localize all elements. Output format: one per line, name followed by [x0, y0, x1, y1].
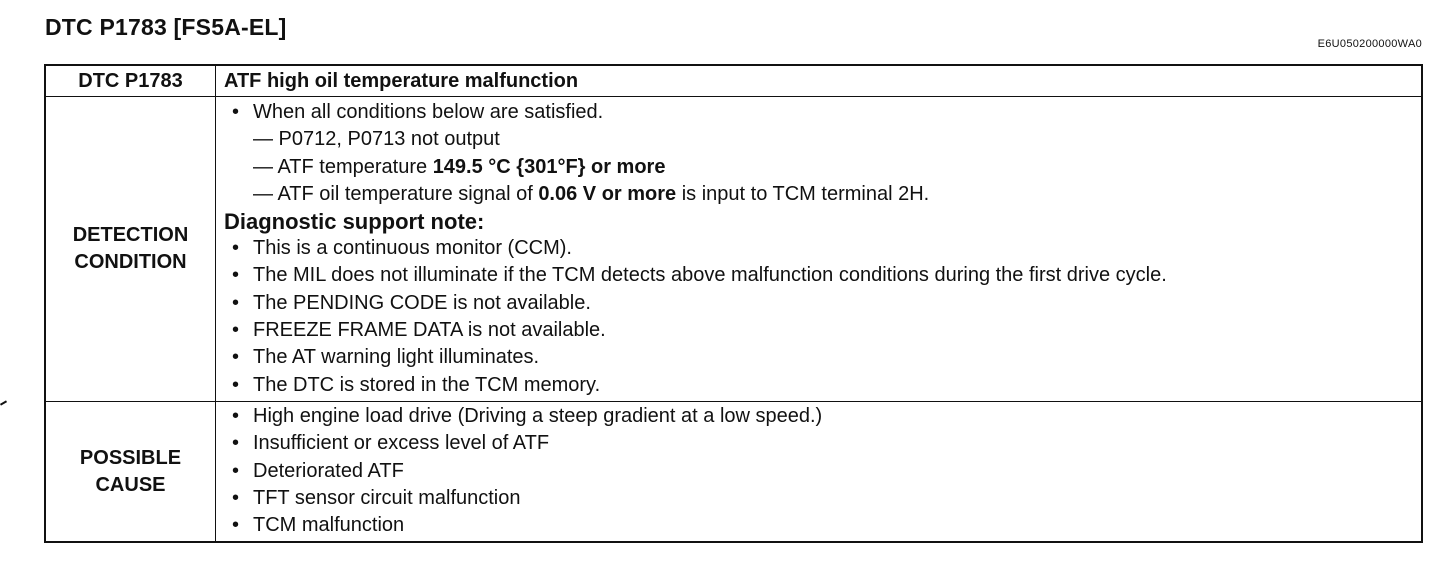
dtc-description-cell: ATF high oil temperature malfunction	[216, 65, 1423, 97]
note-item: • The DTC is stored in the TCM memory.	[224, 372, 1421, 399]
document-code: E6U050200000WA0	[1317, 38, 1422, 50]
note-item: • This is a continuous monitor (CCM).	[224, 235, 1421, 262]
table-header-row	[45, 65, 1422, 97]
condition-item	[224, 181, 1421, 208]
note-item: • The AT warning light illuminates.	[224, 344, 1421, 371]
cause-item: • TFT sensor circuit malfunction	[224, 485, 1421, 512]
condition-text: — ATF oil temperature signal of	[253, 182, 539, 205]
cause-item: • Insufficient or excess level of ATF	[224, 430, 1421, 457]
dtc-table	[44, 64, 1423, 543]
note-item: • FREEZE FRAME DATA is not available.	[224, 317, 1421, 344]
cause-item: • High engine load drive (Driving a steep gradient at a low speed.)	[224, 403, 1421, 430]
cause-label-line1: POSSIBLE	[79, 446, 182, 469]
possible-cause-content	[216, 401, 1423, 542]
condition-text: is input to TCM terminal 2H.	[676, 182, 930, 205]
possible-cause-label	[45, 401, 216, 542]
condition-threshold: 149.5 °C {301°F} or more	[432, 155, 666, 178]
condition-threshold: 0.06 V or more	[538, 182, 677, 205]
detection-label-line2: CONDITION	[74, 250, 187, 273]
cause-item: • TCM malfunction	[224, 512, 1421, 539]
scan-mark	[0, 400, 7, 405]
detection-condition-content	[216, 97, 1423, 402]
cause-label-line2: CAUSE	[95, 473, 166, 496]
note-item: • The PENDING CODE is not available.	[224, 290, 1421, 317]
note-item: • The MIL does not illuminate if the TCM detects above malfunction conditions during the first drive cycle.	[224, 262, 1421, 289]
condition-item	[224, 154, 1421, 181]
cause-item: • Deteriorated ATF	[224, 458, 1421, 485]
dtc-code-cell: DTC P1783	[45, 65, 216, 97]
detection-condition-label	[45, 97, 216, 402]
condition-text: — ATF temperature	[253, 155, 433, 178]
detection-condition-row	[45, 97, 1422, 402]
detection-label-line1: DETECTION	[72, 223, 189, 246]
condition-lead: • When all conditions below are satisfied.	[224, 99, 1421, 126]
possible-cause-row	[45, 401, 1422, 542]
page-title: DTC P1783 [FS5A-EL]	[45, 14, 287, 40]
diagnostic-note-heading: Diagnostic support note:	[224, 209, 485, 235]
condition-item: — P0712, P0713 not output	[253, 128, 500, 151]
